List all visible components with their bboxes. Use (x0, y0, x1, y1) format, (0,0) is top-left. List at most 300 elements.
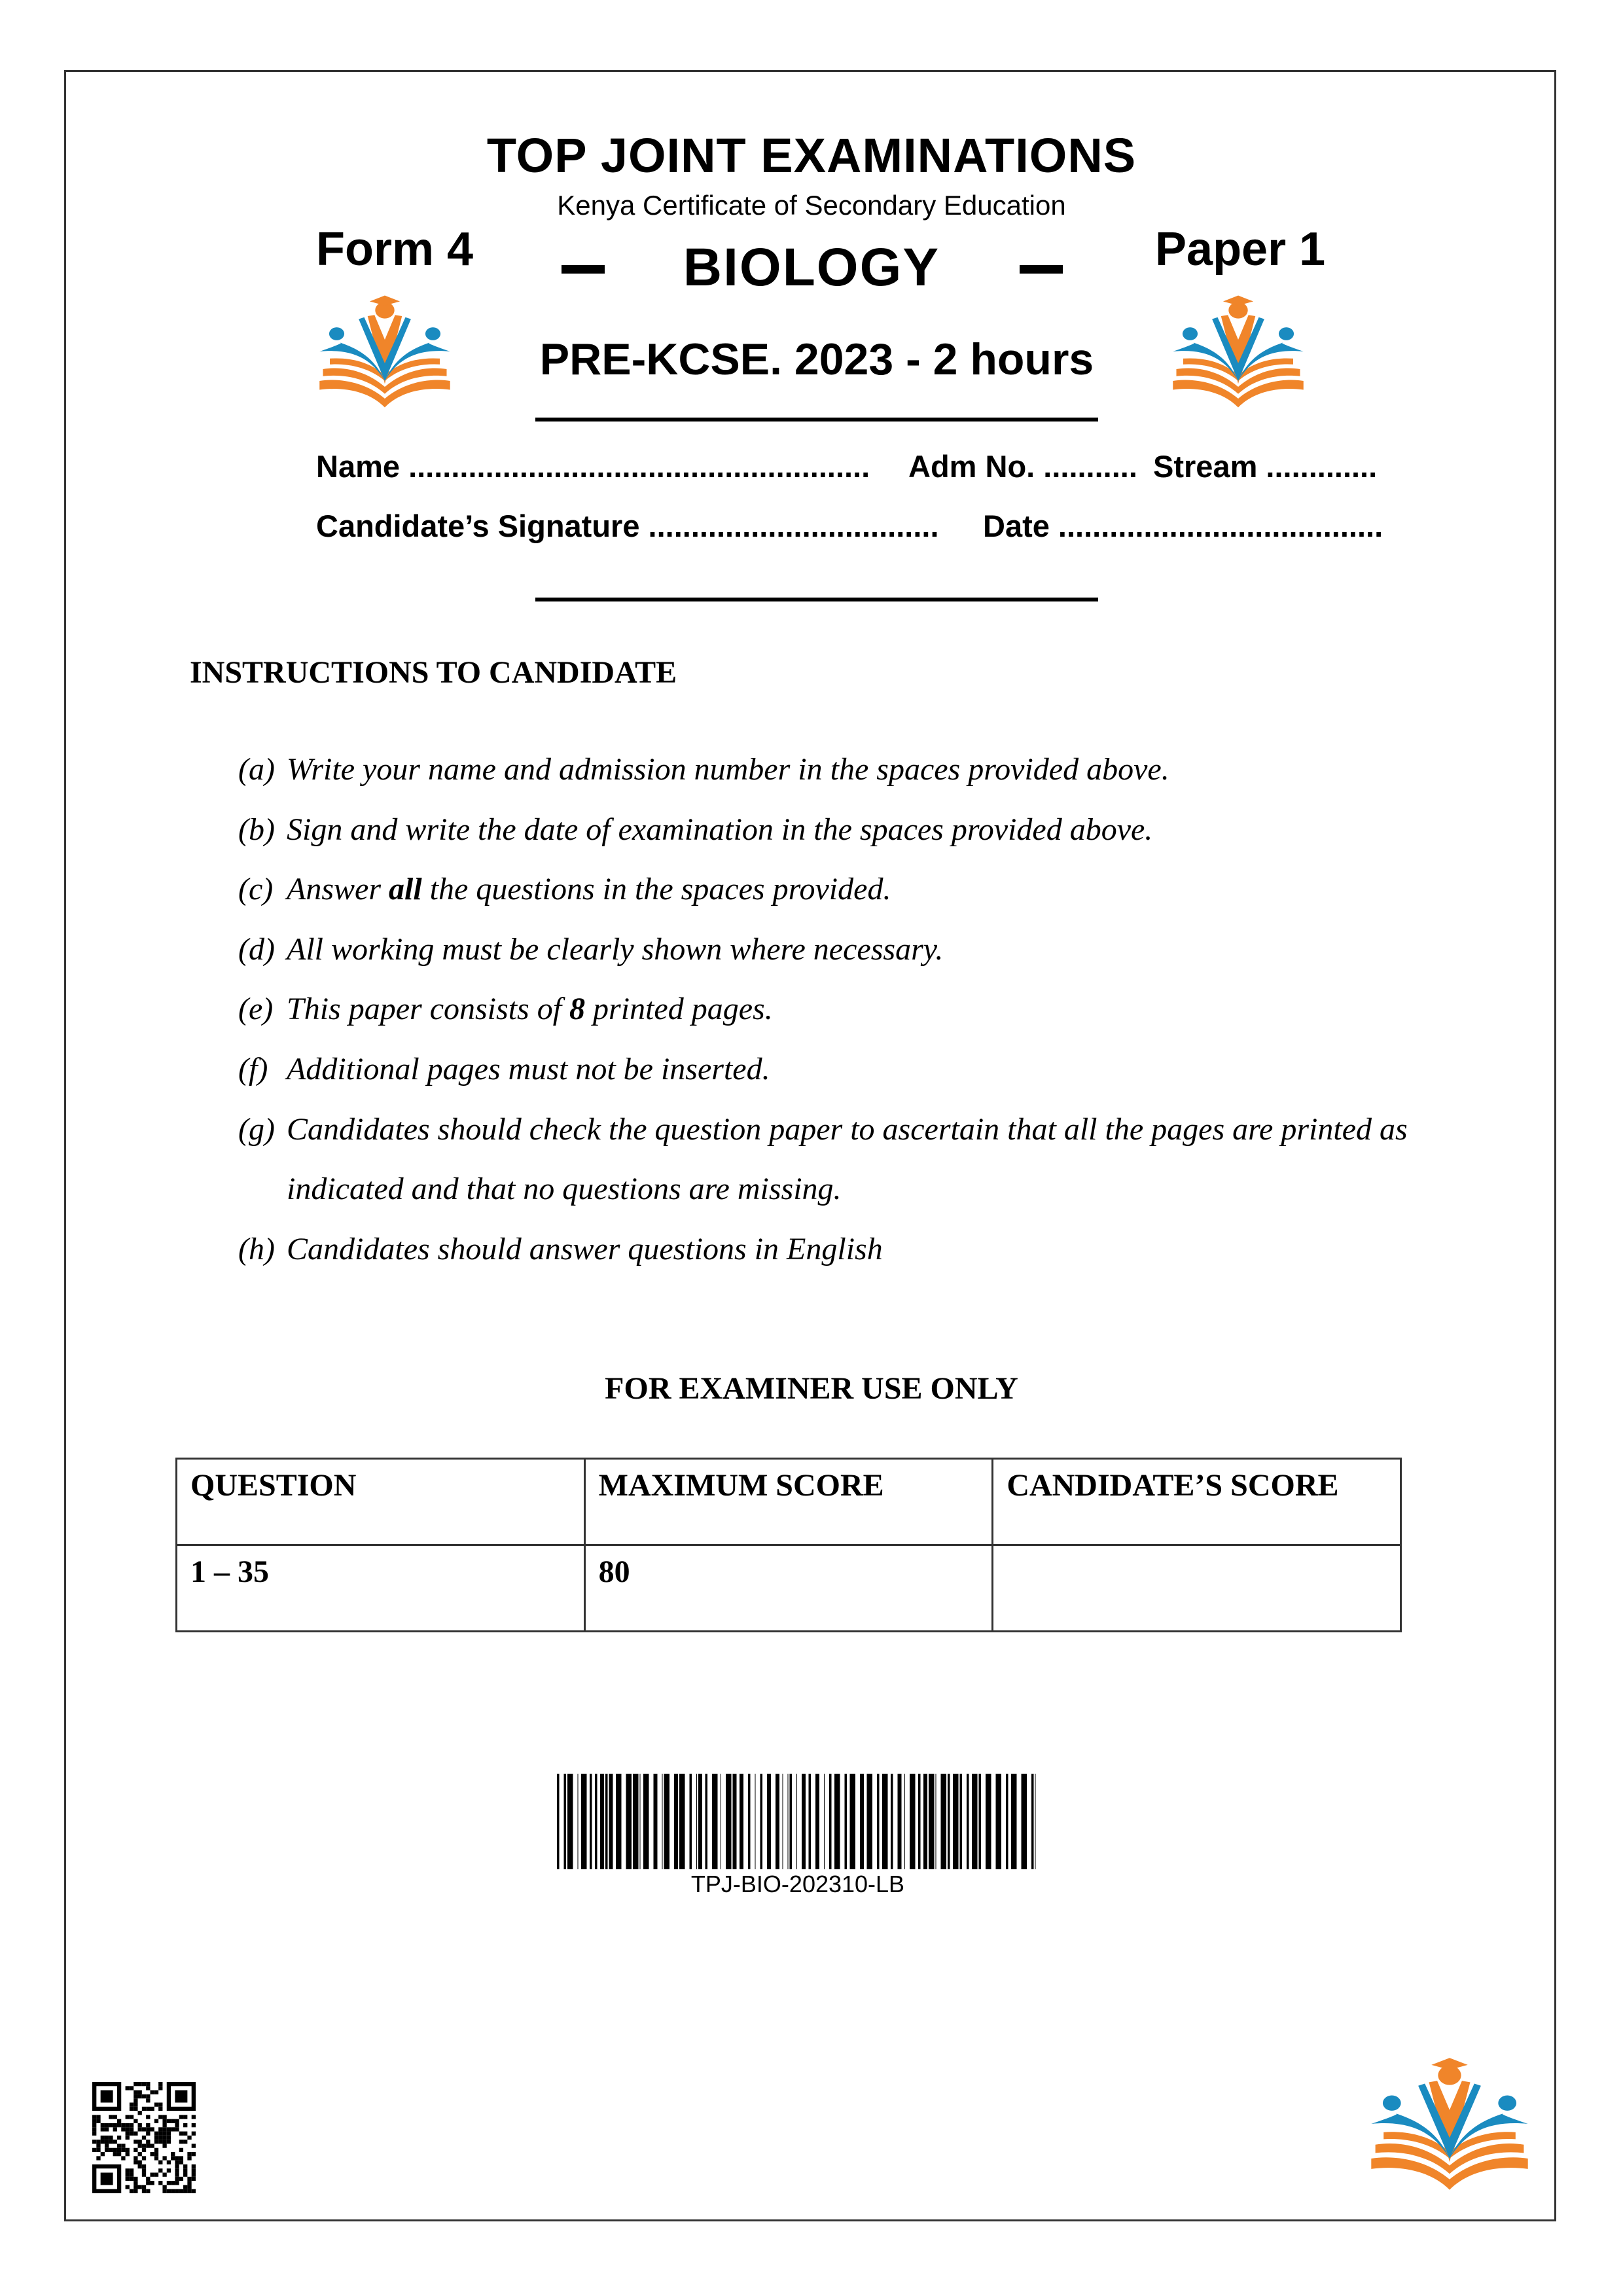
item-label: (b) (238, 812, 275, 847)
qr-module (138, 2082, 142, 2086)
instruction-item (238, 979, 1408, 1039)
qr-module (134, 2156, 137, 2160)
qr-module (179, 2156, 183, 2160)
qr-module (175, 2161, 179, 2164)
barcode-bar (705, 1774, 708, 1869)
item-text: Sign and write the date of examination in the spaces provided above. (287, 812, 1153, 847)
barcode-bar (696, 1774, 697, 1869)
qr-module (171, 2189, 175, 2193)
qr-module (192, 2115, 196, 2119)
barcode-bar (595, 1774, 597, 1869)
barcode-bar (796, 1774, 797, 1869)
qr-module (192, 2144, 196, 2147)
qr-module (105, 2136, 109, 2140)
barcode-bar (834, 1774, 840, 1869)
barcode-bar (891, 1774, 893, 1869)
instruction-item (238, 1039, 1408, 1100)
barcode-bar (904, 1774, 905, 1869)
qr-module (167, 2161, 171, 2164)
qr-module (96, 2144, 100, 2147)
qr-finder (101, 2090, 113, 2103)
barcode-bar (972, 1774, 978, 1869)
barcode-bar (664, 1774, 670, 1869)
qr-module (162, 2119, 166, 2123)
qr-module (175, 2156, 179, 2160)
barcode-bar (809, 1774, 812, 1869)
qr-module (162, 2115, 166, 2119)
barcode-bar (898, 1774, 902, 1869)
qr-module (175, 2127, 179, 2131)
qr-module (109, 2123, 113, 2127)
qr-module (96, 2156, 100, 2160)
qr-module (134, 2094, 137, 2098)
qr-module (134, 2177, 137, 2181)
qr-finder (101, 2173, 113, 2185)
qr-module (138, 2144, 142, 2147)
qr-module (146, 2086, 150, 2090)
qr-module (121, 2123, 125, 2127)
qr-module (134, 2107, 137, 2111)
qr-module (134, 2140, 137, 2144)
qr-module (179, 2132, 183, 2136)
qr-module (130, 2102, 134, 2106)
qr-module (183, 2115, 187, 2119)
qr-module (126, 2177, 130, 2181)
table-header-row (177, 1459, 1401, 1545)
item-text (287, 979, 773, 1039)
qr-module (187, 2152, 191, 2156)
item-text: Write your name and admission number in the spaces provided above. (287, 752, 1169, 787)
qr-module (130, 2115, 134, 2119)
barcode-bar (941, 1774, 947, 1869)
qr-module (158, 2181, 162, 2185)
qr-module (167, 2189, 171, 2193)
qr-module (167, 2119, 171, 2123)
divider (535, 418, 1098, 422)
barcode-bar (578, 1774, 579, 1869)
barcode-bar (1022, 1774, 1027, 1869)
emphasis: all (389, 872, 422, 907)
qr-module (179, 2148, 183, 2152)
qr-module (92, 2148, 96, 2152)
score-table (175, 1458, 1402, 1632)
qr-module (183, 2132, 187, 2136)
qr-module (130, 2086, 134, 2090)
qr-module (134, 2148, 137, 2152)
barcode-bar (910, 1774, 916, 1869)
qr-module (167, 2140, 171, 2144)
qr-module (171, 2181, 175, 2185)
barcode-bar (996, 1774, 1002, 1869)
barcode-bar (712, 1774, 718, 1869)
barcode-bar (633, 1774, 639, 1869)
qr-module (167, 2181, 171, 2185)
qr-module (142, 2094, 146, 2098)
qr-module (158, 2140, 162, 2144)
instruction-continuation: indicated and that no questions are missing. (287, 1172, 842, 1207)
qr-module (154, 2090, 158, 2094)
qr-module (146, 2107, 150, 2111)
qr-module (138, 2127, 142, 2131)
qr-module (192, 2132, 196, 2136)
barcode-bar (845, 1774, 847, 1869)
barcode-bar (1031, 1774, 1034, 1869)
text-part: Answer (287, 872, 389, 907)
qr-module (183, 2123, 187, 2127)
qr-module (158, 2132, 162, 2136)
qr-module (162, 2140, 166, 2144)
logo-icon (1367, 2054, 1532, 2193)
barcode-bar (802, 1774, 806, 1869)
dash-right (1020, 265, 1063, 274)
text-part: printed pages. (585, 992, 773, 1027)
qr-module (126, 2115, 130, 2119)
qr-module (109, 2115, 113, 2119)
qr-module (134, 2098, 137, 2102)
barcode-bar (986, 1774, 991, 1869)
qr-module (134, 2090, 137, 2094)
qr-module (134, 2185, 137, 2189)
barcode-bar (674, 1774, 678, 1869)
qr-module (183, 2140, 187, 2144)
barcode-bar (1011, 1774, 1017, 1869)
qr-module (158, 2115, 162, 2119)
qr-module (154, 2173, 158, 2177)
qr-module (92, 2127, 96, 2131)
qr-module (192, 2164, 196, 2168)
qr-module (183, 2164, 187, 2168)
barcode (556, 1774, 1040, 1869)
qr-module (138, 2164, 142, 2168)
stream-field[interactable]: Stream ............. (1153, 449, 1378, 484)
qr-module (167, 2136, 171, 2140)
qr-module (167, 2127, 171, 2131)
qr-module (142, 2185, 146, 2189)
qr-finder (175, 2090, 187, 2103)
qr-module (162, 2132, 166, 2136)
qr-module (109, 2140, 113, 2144)
qr-module (126, 2132, 130, 2136)
qr-module (117, 2123, 121, 2127)
qr-module (187, 2136, 191, 2140)
qr-module (138, 2090, 142, 2094)
qr-module (150, 2144, 154, 2147)
paper-label: Paper 1 (1155, 223, 1326, 276)
qr-module (138, 2152, 142, 2156)
barcode-bar (960, 1774, 963, 1869)
qr-module (130, 2132, 134, 2136)
qr-module (158, 2107, 162, 2111)
qr-module (175, 2168, 179, 2172)
qr-module (146, 2181, 150, 2185)
item-label: (h) (238, 1231, 275, 1266)
barcode-bar (850, 1774, 856, 1869)
qr-module (187, 2156, 191, 2160)
qr-module (162, 2123, 166, 2127)
qr-module (101, 2152, 105, 2156)
instruction-item (238, 920, 1408, 980)
qr-module (130, 2123, 134, 2127)
qr-module (158, 2127, 162, 2131)
barcode-bar (690, 1774, 692, 1869)
divider (535, 598, 1098, 601)
qr-module (130, 2107, 134, 2111)
qr-module (113, 2115, 117, 2119)
qr-module (130, 2173, 134, 2177)
qr-module (192, 2189, 196, 2193)
item-text: Additional pages must not be inserted. (287, 1051, 770, 1086)
qr-module (183, 2185, 187, 2189)
qr-module (162, 2156, 166, 2160)
barcode-bar (953, 1774, 959, 1869)
barcode-bar (726, 1774, 732, 1869)
qr-module (175, 2164, 179, 2168)
barcode-bar (923, 1774, 927, 1869)
qr-module (146, 2127, 150, 2131)
qr-module (113, 2127, 117, 2131)
qr-module (187, 2177, 191, 2181)
header-question: QUESTION (177, 1459, 585, 1545)
qr-module (96, 2115, 100, 2119)
table-row (177, 1545, 1401, 1632)
barcode-bar (654, 1774, 658, 1869)
qr-module (142, 2107, 146, 2111)
qr-module (179, 2140, 183, 2144)
qr-module (130, 2127, 134, 2131)
qr-module (113, 2152, 117, 2156)
qr-module (154, 2119, 158, 2123)
barcode-bar (755, 1774, 756, 1869)
instruction-item (238, 740, 1408, 800)
qr-module (126, 2173, 130, 2177)
barcode-bar (967, 1774, 969, 1869)
qr-module (187, 2185, 191, 2189)
barcode-bar (609, 1774, 613, 1869)
instruction-item (238, 1219, 1408, 1280)
item-text: All working must be clearly shown where necessary. (287, 931, 944, 967)
qr-module (154, 2152, 158, 2156)
qr-module (142, 2136, 146, 2140)
qr-module (105, 2123, 109, 2127)
qr-module (126, 2127, 130, 2131)
qr-module (162, 2144, 166, 2147)
qr-module (142, 2144, 146, 2147)
barcode-bar (643, 1774, 649, 1869)
qr-module (101, 2123, 105, 2127)
qr-module (192, 2177, 196, 2181)
qr-code (92, 2082, 196, 2193)
qr-module (92, 2132, 96, 2136)
qr-module (146, 2140, 150, 2144)
date-field[interactable]: Date ...................................... (983, 509, 1383, 543)
text-part: This paper consists of (287, 992, 570, 1027)
qr-module (138, 2185, 142, 2189)
instruction-item (238, 1100, 1408, 1160)
qr-module (146, 2094, 150, 2098)
qr-module (154, 2136, 158, 2140)
qr-module (146, 2098, 150, 2102)
barcode-bar (557, 1774, 560, 1869)
qr-module (109, 2148, 113, 2152)
qr-module (171, 2119, 175, 2123)
barcode-bar (788, 1774, 789, 1869)
qr-module (154, 2102, 158, 2106)
qr-module (134, 2181, 137, 2185)
barcode-bar (829, 1774, 832, 1869)
item-label: (d) (238, 931, 275, 967)
cell-candidate-score[interactable] (993, 1545, 1401, 1632)
qr-module (92, 2140, 96, 2144)
qr-module (146, 2144, 150, 2147)
qr-module (179, 2177, 183, 2181)
item-label: (g) (238, 1111, 275, 1147)
qr-module (134, 2082, 137, 2086)
qr-module (167, 2132, 171, 2136)
examiner-heading: FOR EXAMINER USE ONLY (605, 1371, 1018, 1406)
exam-subtitle: Kenya Certificate of Secondary Education (557, 190, 1066, 221)
qr-module (175, 2177, 179, 2181)
qr-module (187, 2189, 191, 2193)
qr-module (183, 2173, 187, 2177)
item-label: (e) (238, 992, 274, 1027)
qr-module (138, 2123, 142, 2127)
qr-module (113, 2123, 117, 2127)
qr-module (192, 2173, 196, 2177)
adm-no-field[interactable]: Adm No. ........... (908, 449, 1137, 484)
signature-field[interactable]: Candidate’s Signature .................................. (316, 509, 939, 543)
qr-module (105, 2148, 109, 2152)
barcode-bar (733, 1774, 737, 1869)
qr-module (192, 2152, 196, 2156)
qr-module (113, 2140, 117, 2144)
qr-module (101, 2127, 105, 2131)
qr-module (142, 2189, 146, 2193)
cell-max-score: 80 (584, 1545, 993, 1632)
qr-module (179, 2189, 183, 2193)
qr-module (138, 2111, 142, 2115)
barcode-bar (698, 1774, 702, 1869)
qr-module (146, 2189, 150, 2193)
instruction-item (238, 800, 1408, 860)
qr-module (158, 2161, 162, 2164)
qr-module (146, 2123, 150, 2127)
exam-session: PRE-KCSE. 2023 - 2 hours (539, 334, 1094, 384)
qr-module (134, 2161, 137, 2164)
qr-module (117, 2144, 121, 2147)
qr-module (154, 2156, 158, 2160)
qr-module (134, 2189, 137, 2193)
qr-module (142, 2127, 146, 2131)
barcode-bar (600, 1774, 604, 1869)
qr-module (183, 2189, 187, 2193)
qr-module (171, 2127, 175, 2131)
qr-module (142, 2168, 146, 2172)
qr-module (126, 2185, 130, 2189)
barcode-bar (616, 1774, 622, 1869)
barcode-bar (662, 1774, 663, 1869)
qr-module (117, 2119, 121, 2123)
barcode-bar (815, 1774, 819, 1869)
qr-module (121, 2127, 125, 2131)
qr-module (150, 2173, 154, 2177)
qr-module (105, 2127, 109, 2131)
qr-module (175, 2123, 179, 2127)
qr-module (183, 2168, 187, 2172)
qr-module (162, 2185, 166, 2189)
item-label: (c) (238, 872, 274, 907)
barcode-bar (1006, 1774, 1008, 1869)
qr-module (162, 2189, 166, 2193)
qr-module (146, 2115, 150, 2119)
qr-module (121, 2148, 125, 2152)
qr-module (117, 2152, 121, 2156)
qr-module (146, 2082, 150, 2086)
barcode-bar (626, 1774, 632, 1869)
instructions-heading: INSTRUCTIONS TO CANDIDATE (190, 655, 677, 690)
qr-module (162, 2173, 166, 2177)
name-field[interactable]: Name ...................................................... (316, 449, 870, 484)
qr-module (171, 2152, 175, 2156)
qr-module (121, 2156, 125, 2160)
barcode-bar (979, 1774, 982, 1869)
qr-module (171, 2156, 175, 2160)
qr-module (134, 2102, 137, 2106)
barcode-bar (790, 1774, 793, 1869)
qr-module (92, 2115, 96, 2119)
qr-module (142, 2148, 146, 2152)
qr-module (117, 2148, 121, 2152)
qr-module (96, 2140, 100, 2144)
qr-module (92, 2119, 96, 2123)
qr-module (150, 2090, 154, 2094)
qr-module (134, 2132, 137, 2136)
barcode-text: TPJ-BIO-202310-LB (690, 1871, 905, 1897)
qr-module (142, 2173, 146, 2177)
qr-module (105, 2140, 109, 2144)
qr-module (126, 2136, 130, 2140)
qr-module (192, 2123, 196, 2127)
barcode-bar (679, 1774, 685, 1869)
qr-module (96, 2119, 100, 2123)
barcode-bar (860, 1774, 864, 1869)
barcode-bar (882, 1774, 888, 1869)
qr-module (154, 2148, 158, 2152)
qr-module (96, 2148, 100, 2152)
barcode-bar (760, 1774, 763, 1869)
qr-module (138, 2161, 142, 2164)
qr-module (142, 2082, 146, 2086)
qr-module (142, 2156, 146, 2160)
item-label: (f) (238, 1051, 268, 1086)
barcode-bar (740, 1774, 743, 1869)
qr-module (138, 2140, 142, 2144)
qr-module (101, 2136, 105, 2140)
qr-module (158, 2168, 162, 2172)
qr-module (175, 2189, 179, 2193)
barcode-bar (877, 1774, 880, 1869)
text-part: the questions in the spaces provided. (421, 872, 891, 907)
qr-module (162, 2127, 166, 2131)
qr-module (175, 2173, 179, 2177)
qr-module (150, 2127, 154, 2131)
qr-module (130, 2168, 134, 2172)
qr-module (175, 2119, 179, 2123)
barcode-bar (824, 1774, 825, 1869)
qr-module (146, 2132, 150, 2136)
barcode-bar (918, 1774, 921, 1869)
qr-module (192, 2168, 196, 2172)
qr-module (154, 2132, 158, 2136)
